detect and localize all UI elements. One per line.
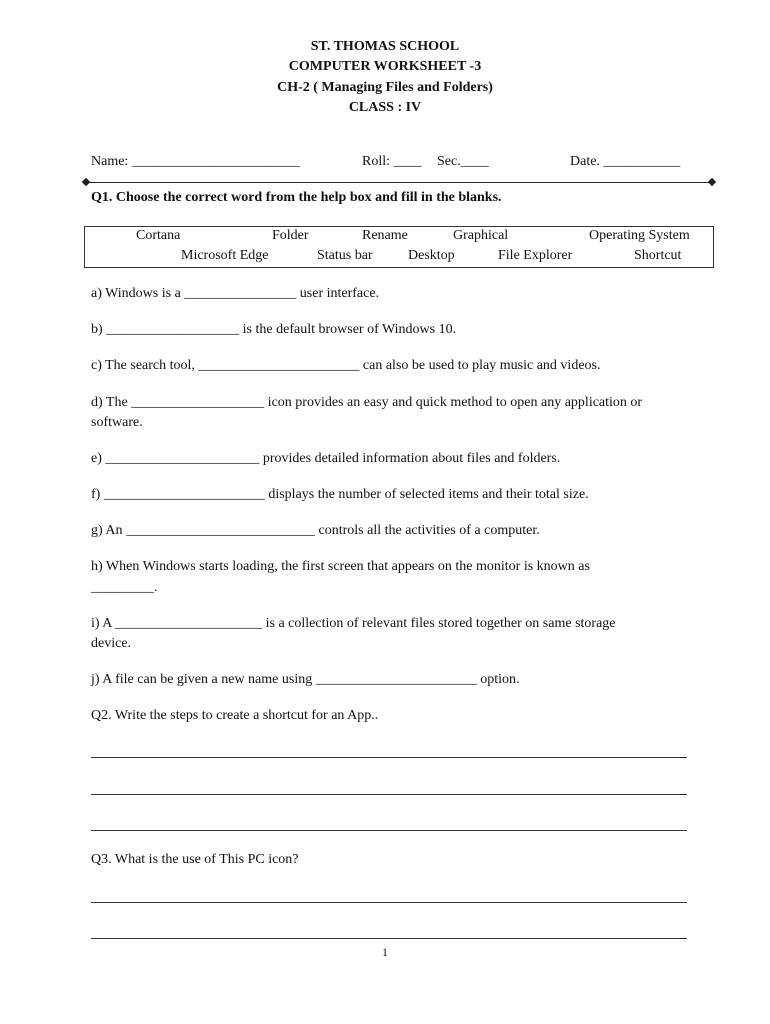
q1-item-g: g) An ___________________________ controls all the activities of a computer. <box>91 523 540 538</box>
class-label: CLASS : IV <box>348 100 422 115</box>
answer-line[interactable] <box>91 938 687 939</box>
chapter-title: CH-2 ( Managing Files and Folders) <box>277 80 493 95</box>
help-word: Operating System <box>589 228 690 243</box>
divider-right-diamond <box>708 178 716 186</box>
answer-line[interactable] <box>91 830 687 831</box>
page-number: 1 <box>382 945 388 959</box>
q1-heading: Q1. Choose the correct word from the help box and fill in the blanks. <box>91 190 502 205</box>
worksheet-title: COMPUTER WORKSHEET -3 <box>288 59 482 74</box>
q1-item-c: c) The search tool, _______________________ can also be used to play music and videos. <box>91 358 601 373</box>
q1-item-i: i) A _____________________ is a collection of relevant files stored together on same storage <box>91 616 616 631</box>
answer-line[interactable] <box>91 902 687 903</box>
q3-question: Q3. What is the use of This PC icon? <box>91 852 299 867</box>
name-field[interactable]: Name: ________________________ <box>91 154 300 169</box>
section-field[interactable]: Sec.____ <box>437 154 489 169</box>
answer-line[interactable] <box>91 757 687 758</box>
q1-item-d: d) The ___________________ icon provides an easy and quick method to open any application or <box>91 395 643 410</box>
q1-item-h: h) When Windows starts loading, the first screen that appears on the monitor is known as <box>91 559 590 574</box>
q1-item-a: a) Windows is a ________________ user interface. <box>91 286 380 301</box>
help-word: Shortcut <box>634 248 682 263</box>
q2-question: Q2. Write the steps to create a shortcut for an App.. <box>91 708 379 723</box>
divider-left-diamond <box>82 178 90 186</box>
help-word: File Explorer <box>498 248 573 263</box>
q1-item-j: j) A file can be given a new name using _______________________ option. <box>91 672 520 687</box>
roll-field[interactable]: Roll: ____ <box>362 154 422 169</box>
section-divider <box>86 182 714 183</box>
q1-item-i-cont: device. <box>91 636 132 651</box>
help-word: Microsoft Edge <box>181 248 269 263</box>
q1-item-h-cont: _________. <box>91 580 158 595</box>
q1-item-d-cont: software. <box>91 415 143 430</box>
q1-item-e: e) ______________________ provides detailed information about files and folders. <box>91 451 561 466</box>
answer-line[interactable] <box>91 794 687 795</box>
help-word: Cortana <box>136 228 181 243</box>
school-name: ST. THOMAS SCHOOL <box>310 39 460 54</box>
q1-item-f: f) _______________________ displays the number of selected items and their total size. <box>91 487 589 502</box>
help-word: Status bar <box>317 248 373 263</box>
q1-item-b: b) ___________________ is the default browser of Windows 10. <box>91 322 457 337</box>
date-field[interactable]: Date. ___________ <box>570 154 681 169</box>
help-word: Desktop <box>408 248 455 263</box>
help-word: Folder <box>272 228 309 243</box>
help-word: Rename <box>362 228 408 243</box>
help-word: Graphical <box>453 228 509 243</box>
